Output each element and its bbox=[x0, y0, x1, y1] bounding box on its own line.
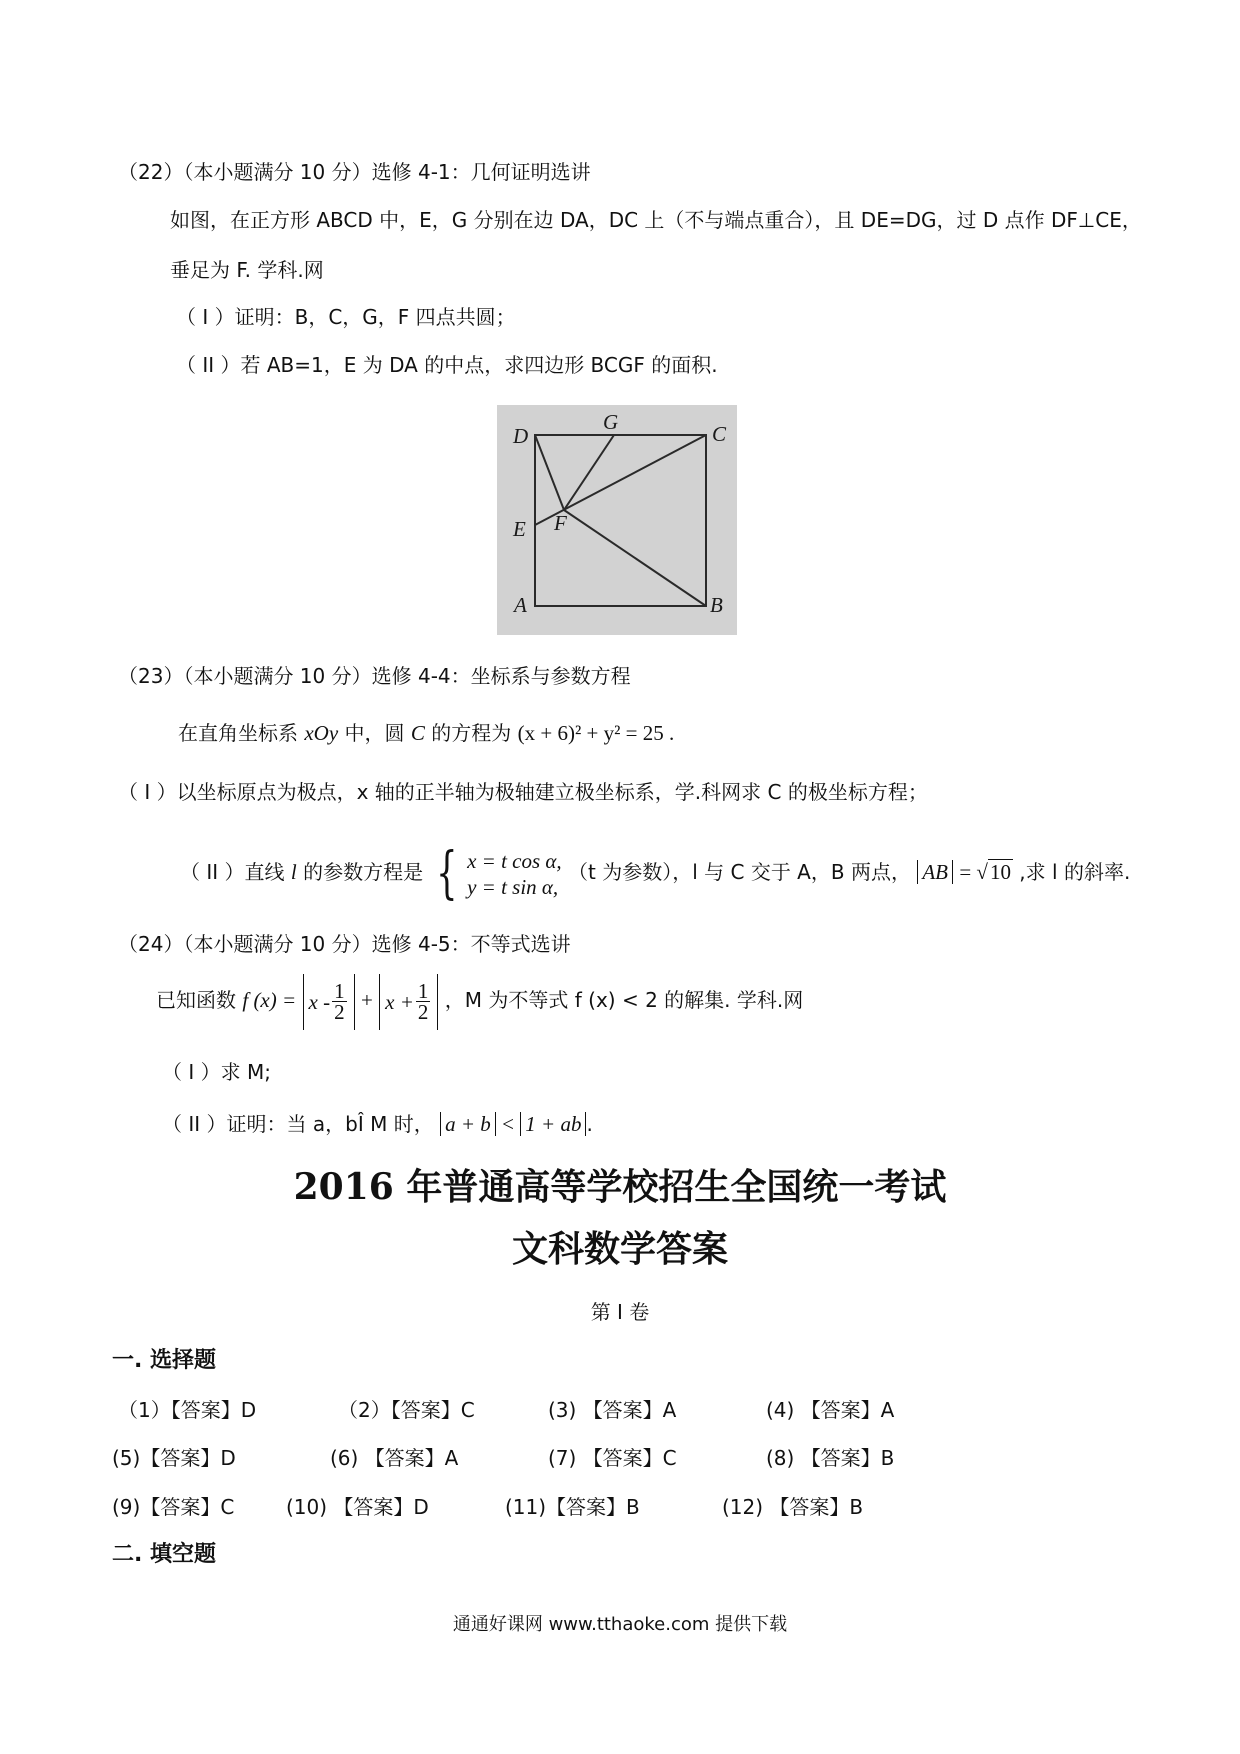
less-than: < bbox=[502, 1112, 514, 1136]
q24-line1-prefix: 已知函数 bbox=[156, 988, 236, 1012]
label-d: D bbox=[513, 424, 529, 448]
param-x-equation: x = t cos α, bbox=[467, 848, 562, 873]
q22-text-line1: 如图，在正方形 ABCD 中，E，G 分别在边 DA，DC 上（不与端点重合），且 DE=DG，过 D 点作 DF⊥CE， bbox=[170, 208, 1142, 232]
fraction-half-1 bbox=[332, 981, 347, 1022]
q23-eq-sqrt: = √ bbox=[959, 860, 988, 884]
q23-part2 bbox=[180, 840, 1131, 906]
answer-item: (7) 【答案】C bbox=[548, 1446, 677, 1470]
answer-item: (6) 【答案】A bbox=[330, 1446, 459, 1470]
q24-part1: （ I ）求 M; bbox=[162, 1060, 271, 1084]
volume-label: 第 I 卷 bbox=[590, 1300, 650, 1324]
frac2-den: 2 bbox=[417, 1000, 429, 1024]
section-multiple-choice: 一. 选择题 bbox=[112, 1348, 217, 1373]
q22-text-line2: 垂足为 F. 学科.网 bbox=[170, 258, 324, 282]
abs-x-minus-half bbox=[303, 974, 355, 1030]
answer-title-main: 2016 年普通高等学校招生全国统一考试 bbox=[293, 1166, 947, 1208]
q23-text-line1 bbox=[178, 719, 674, 747]
sqrt-radicand: 10 bbox=[989, 860, 1011, 884]
figure-background bbox=[497, 405, 737, 635]
brace-symbol: { bbox=[436, 840, 458, 906]
q24-line1-suffix: ，M 为不等式 f (x) < 2 的解集. 学科.网 bbox=[444, 988, 804, 1012]
q23-part1: （ I ）以坐标原点为极点，x 轴的正半轴为极轴建立极坐标系，学.科网求 C 的极坐标方程； bbox=[118, 780, 928, 804]
footer-text: 通通好课网 www.tthaoke.com 提供下载 bbox=[452, 1614, 788, 1635]
abs1-expr: x - bbox=[308, 989, 331, 1014]
answer-item: (11)【答案】B bbox=[505, 1495, 640, 1519]
plus-sign: + bbox=[360, 988, 373, 1012]
q23-var-c: C bbox=[410, 721, 425, 745]
q23-line1-prefix: 在直角坐标系 bbox=[178, 721, 298, 745]
label-e: E bbox=[513, 517, 526, 541]
answer-item: (9)【答案】C bbox=[112, 1495, 235, 1519]
abs2-expr: x + bbox=[385, 989, 414, 1014]
q24-heading: （24）（本小题满分 10 分）选修 4-5：不等式选讲 bbox=[118, 932, 571, 956]
q24-part2 bbox=[162, 1110, 593, 1138]
label-a: A bbox=[514, 593, 527, 617]
sqrt-ten bbox=[988, 842, 1013, 902]
answer-item: (3) 【答案】A bbox=[548, 1398, 677, 1422]
q23-part2-after: （t 为参数），l 与 C 交于 A，B 两点， bbox=[568, 860, 911, 884]
label-g: G bbox=[603, 410, 619, 434]
answer-item: （1）【答案】D bbox=[118, 1398, 257, 1422]
abs-one-plus-ab: 1 + ab bbox=[520, 1112, 586, 1136]
q23-part2-end: ,求 l 的斜率. bbox=[1012, 860, 1131, 884]
param-y-equation: y = t sin α, bbox=[467, 874, 559, 899]
abs-a-plus-b: a + b bbox=[440, 1112, 496, 1136]
answer-item: (5)【答案】D bbox=[112, 1446, 236, 1470]
q23-var-xoy: xOy bbox=[304, 721, 339, 745]
answer-item: (12) 【答案】B bbox=[722, 1495, 864, 1519]
frac2-num: 1 bbox=[417, 979, 429, 1003]
q22-part2: （ II ）若 AB=1，E 为 DA 的中点，求四边形 BCGF 的面积. bbox=[176, 353, 718, 377]
q22-part1: （ I ）证明：B，C，G，F 四点共圆； bbox=[176, 305, 516, 329]
q24-text-line1 bbox=[156, 970, 803, 1030]
frac1-den: 2 bbox=[334, 1000, 345, 1024]
q23-part2-prefix: （ II ）直线 bbox=[180, 860, 285, 884]
fraction-half-2 bbox=[416, 981, 431, 1022]
label-c: C bbox=[712, 422, 727, 446]
parametric-system bbox=[429, 840, 562, 906]
answer-item: （2）【答案】C bbox=[338, 1398, 475, 1422]
section-fill-in: 二. 填空题 bbox=[112, 1542, 217, 1567]
q23-var-l: l bbox=[290, 860, 297, 884]
q23-line1-suffix: 的方程为 bbox=[431, 721, 512, 745]
label-b: B bbox=[710, 593, 723, 617]
q22-heading: （22）（本小题满分 10 分）选修 4-1：几何证明选讲 bbox=[118, 160, 591, 184]
q24-part2-prefix: （ II ）证明：当 a，bÎ M 时， bbox=[162, 1112, 434, 1136]
abs-x-plus-half bbox=[379, 974, 438, 1030]
answer-title-sub: 文科数学答案 bbox=[511, 1228, 728, 1270]
q24-period: . bbox=[586, 1112, 593, 1136]
geometry-figure bbox=[497, 405, 737, 635]
q23-part2-mid: 的参数方程是 bbox=[303, 860, 424, 884]
label-f: F bbox=[554, 511, 567, 535]
q24-fx: f (x) = bbox=[242, 988, 297, 1012]
abs-ab: AB bbox=[917, 860, 953, 884]
answer-item: (10) 【答案】D bbox=[286, 1495, 429, 1519]
q23-line1-mid: 中，圆 bbox=[344, 721, 405, 745]
q23-heading: （23）（本小题满分 10 分）选修 4-4：坐标系与参数方程 bbox=[118, 664, 631, 688]
answer-item: (8) 【答案】B bbox=[766, 1446, 895, 1470]
frac1-num: 1 bbox=[334, 979, 345, 1003]
q23-circle-equation: (x + 6)² + y² = 25 . bbox=[517, 721, 675, 745]
answer-item: (4) 【答案】A bbox=[766, 1398, 895, 1422]
